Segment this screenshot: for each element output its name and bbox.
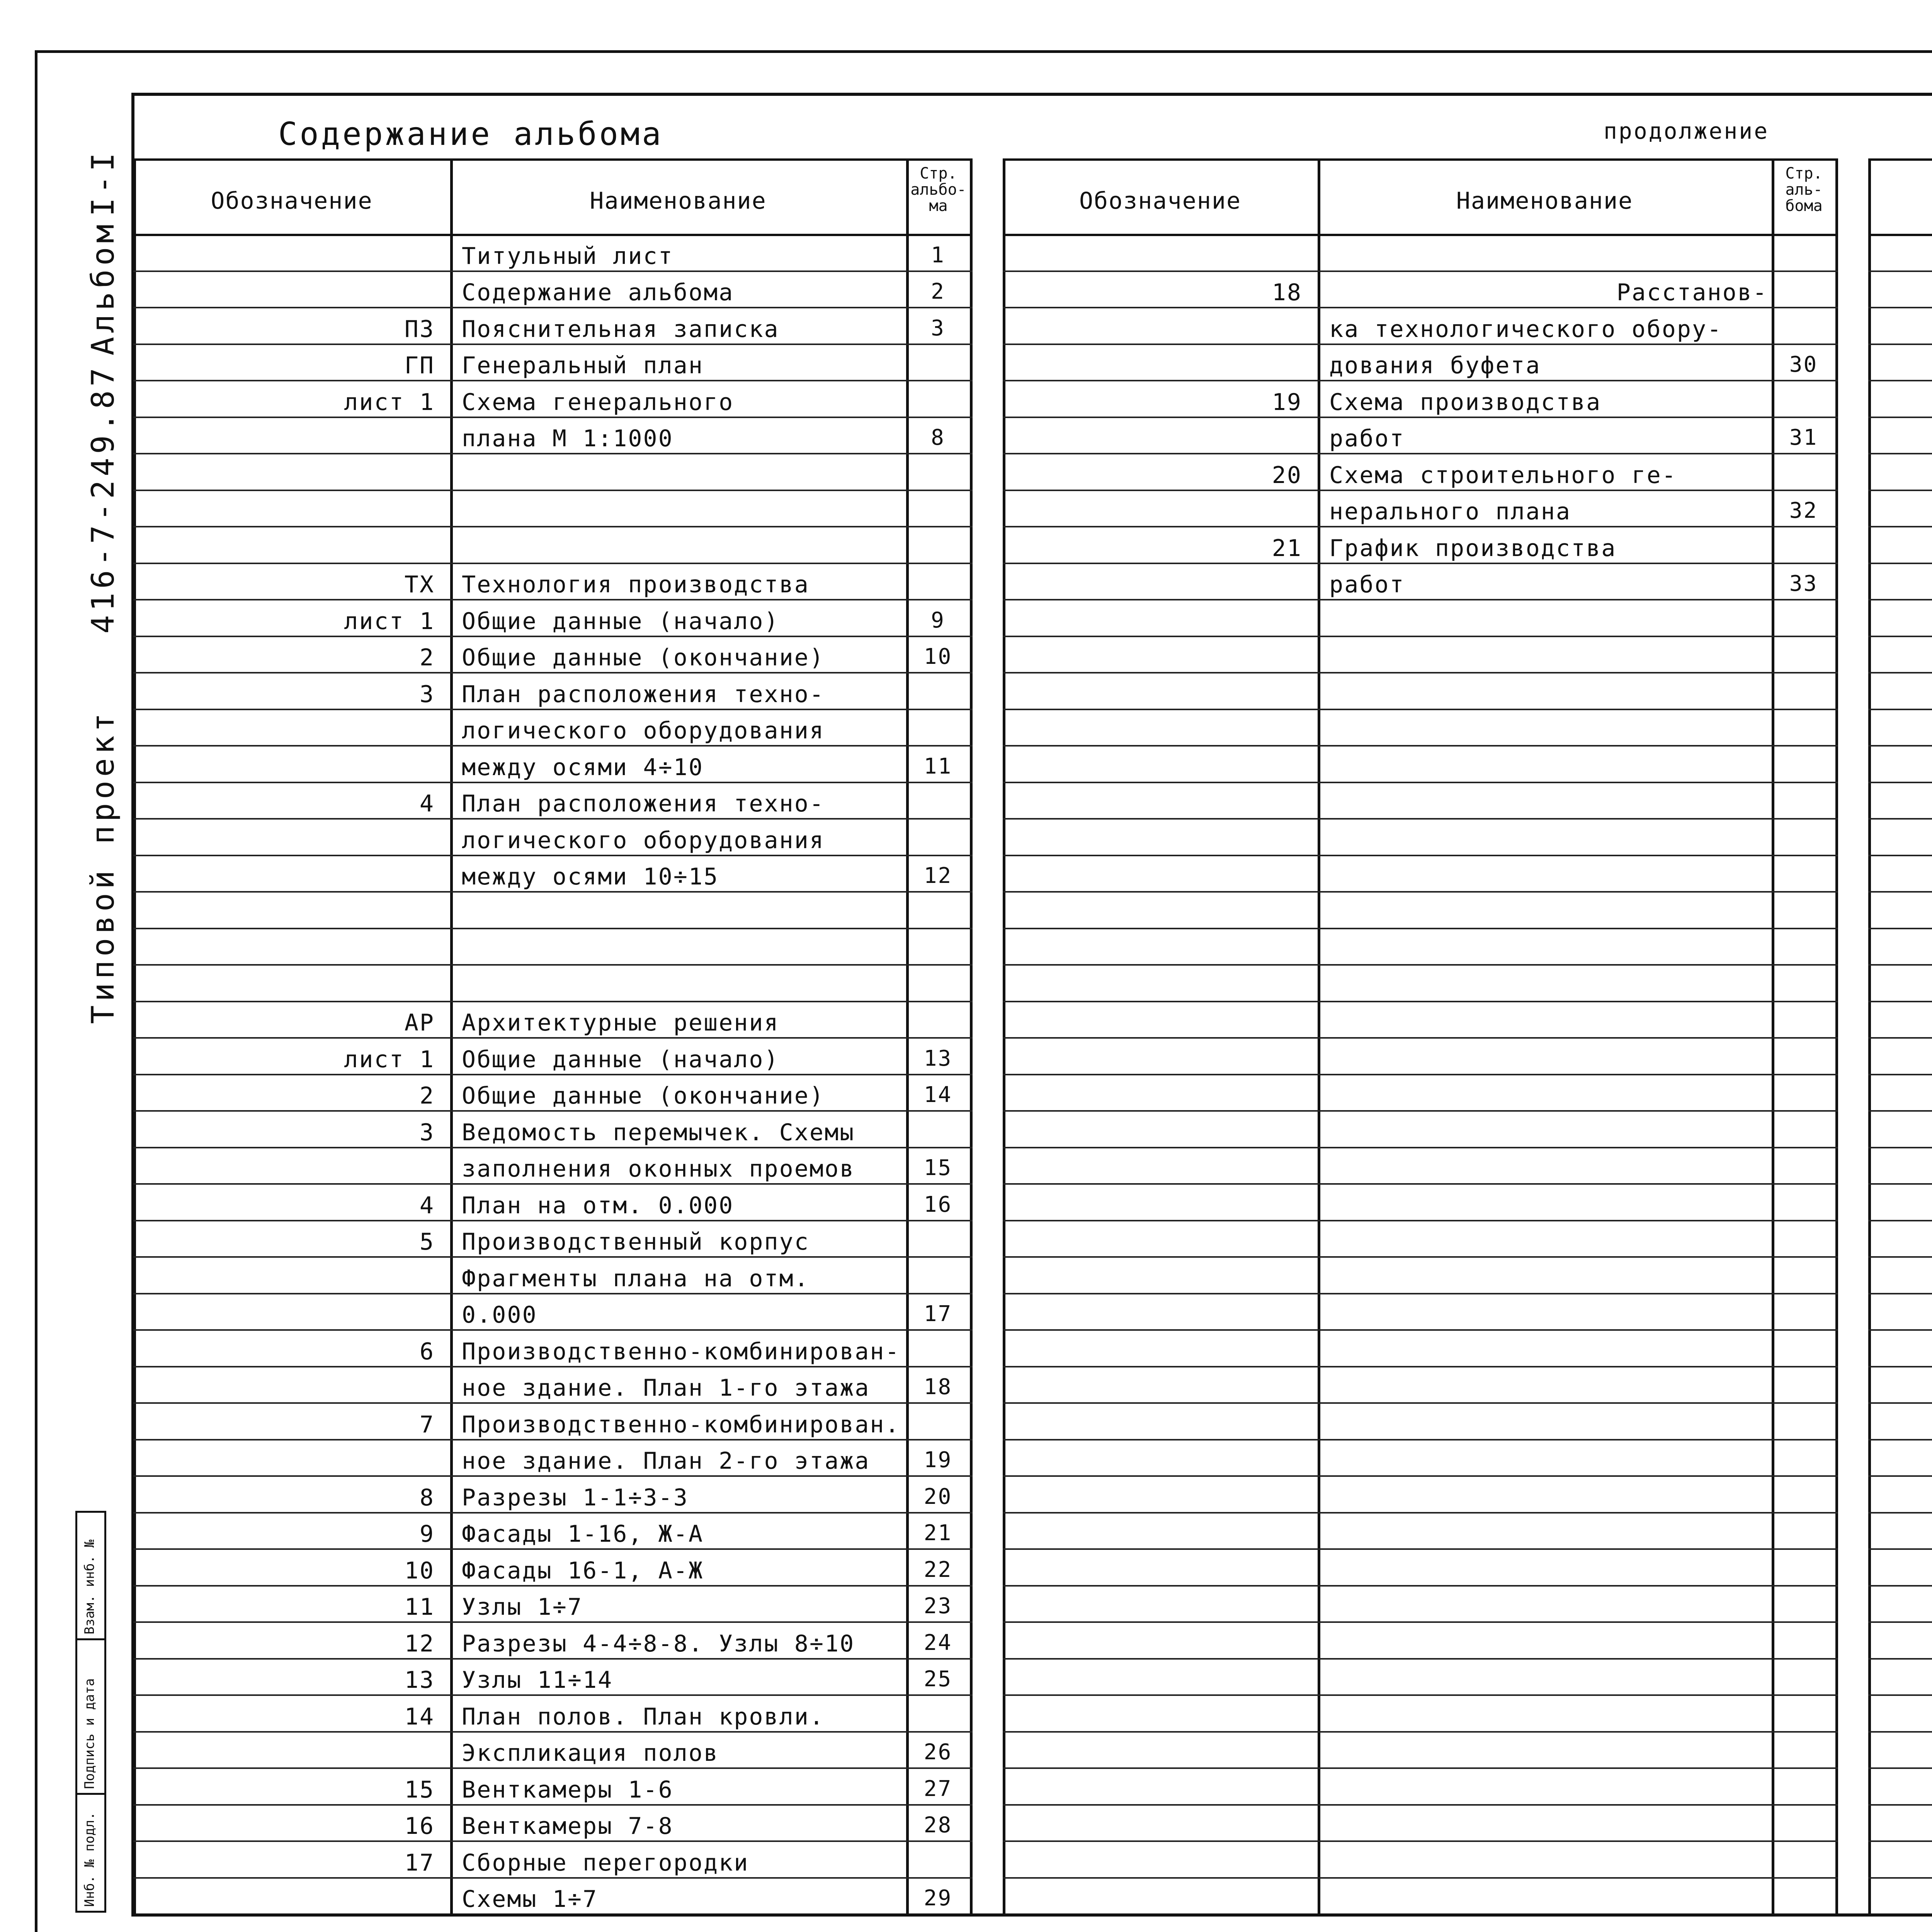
table-row [133, 526, 970, 563]
table3-row-line [1868, 417, 1932, 418]
row-designation: 3 [419, 1119, 435, 1146]
stamp-divider-2 [75, 1793, 106, 1795]
row-name: План полов. План кровли. [462, 1703, 825, 1730]
row-name: 0.000 [462, 1301, 537, 1328]
row-page: 24 [923, 1630, 952, 1655]
row-page: 20 [923, 1484, 952, 1509]
table2-row-line [1003, 1548, 1838, 1550]
table3-row-line [1868, 1329, 1932, 1331]
row-name: Схема генерального [462, 388, 734, 416]
row-designation: 10 [404, 1557, 435, 1584]
row-designation: 13 [404, 1667, 435, 1694]
row-designation: ПЗ [404, 315, 435, 343]
stamp-divider-1 [75, 1638, 106, 1640]
row-name: Фасады 16-1, А-Ж [462, 1557, 704, 1584]
table3-row-line [1868, 1804, 1932, 1806]
row-name: нерального плана [1329, 498, 1571, 525]
row-page: 12 [923, 863, 952, 888]
table3-row-line [1868, 782, 1932, 783]
table-row [133, 891, 970, 928]
row-page: 31 [1789, 425, 1818, 450]
row-name: Общие данные (окончание) [462, 1082, 825, 1109]
table3-row-line [1868, 1585, 1932, 1587]
table1-top-line [133, 158, 973, 161]
table1-header-page: Стр. альбо- ма [910, 165, 966, 215]
row-designation: 12 [404, 1630, 435, 1657]
row-page: 14 [923, 1082, 952, 1107]
table3-vline-0 [1868, 158, 1871, 1915]
stamp-label-2: Подпись и дата [82, 1678, 97, 1789]
table3-row-line [1868, 526, 1932, 527]
table2-row-line [1003, 1475, 1838, 1477]
table2-row-line [1003, 1293, 1838, 1294]
row-name: Экспликация полов [462, 1740, 719, 1767]
table2-header-designation: Обозначение [1079, 187, 1242, 214]
row-name: Ведомость перемычек. Схемы [462, 1119, 855, 1146]
table2-row-line [1003, 1147, 1838, 1148]
table2-row-line [1003, 1001, 1838, 1002]
table3-row-line [1868, 1037, 1932, 1039]
table2-row-line [1003, 1585, 1838, 1587]
table2-row-line [1003, 1658, 1838, 1660]
row-name: Венткамеры 7-8 [462, 1813, 673, 1840]
table3-row-line [1868, 1439, 1932, 1440]
row-designation: ГП [404, 352, 435, 379]
table3-row-line [1868, 745, 1932, 747]
row-designation: 17 [404, 1849, 435, 1876]
row-designation: 6 [419, 1338, 435, 1365]
row-designation: 2 [419, 1082, 435, 1109]
table3-row-line [1868, 380, 1932, 381]
table2-row-line [1003, 891, 1838, 893]
stamp-label-1: Взам. инб. № [82, 1539, 97, 1634]
table2-top-line [1003, 158, 1838, 161]
table1-header-name: Наименование [590, 187, 767, 214]
row-page: 10 [923, 644, 952, 669]
row-name: Пояснительная записка [462, 315, 779, 343]
row-name: Технология производства [462, 571, 810, 598]
row-name: План на отм. 0.000 [462, 1192, 734, 1219]
table3-row-line [1868, 1512, 1932, 1514]
table3-row-line [1868, 928, 1932, 929]
row-page: 27 [923, 1776, 952, 1801]
table2-vline-3 [1835, 158, 1838, 1915]
table2-row-line [1003, 1694, 1838, 1696]
table2-row-line [1003, 1329, 1838, 1331]
table3-header-line [1868, 234, 1932, 236]
side-album: Альбом [85, 221, 121, 355]
table3-row-line [1868, 1621, 1932, 1623]
table3-row-line [1868, 563, 1932, 564]
table2-row-line [1003, 1183, 1838, 1185]
table2-row-line [1003, 1366, 1838, 1367]
table3-row-line [1868, 490, 1932, 491]
row-name: плана М 1:1000 [462, 425, 673, 452]
row-name: Разрезы 1-1÷3-3 [462, 1484, 689, 1511]
row-name: Фасады 1-16, Ж-А [462, 1520, 704, 1548]
table2-row-line [1003, 1439, 1838, 1440]
side-project: Типовой проект [85, 709, 121, 1024]
table3-row-line [1868, 672, 1932, 673]
row-page: 23 [923, 1594, 952, 1619]
table-row [133, 964, 970, 1001]
row-page: 29 [923, 1886, 952, 1911]
table3-row-line [1868, 1658, 1932, 1660]
row-designation: 5 [419, 1228, 435, 1255]
row-name: между осями 10÷15 [462, 863, 719, 890]
row-page: 17 [923, 1301, 952, 1327]
table2-row-line [1003, 1512, 1838, 1514]
table2-row-line [1003, 1220, 1838, 1221]
row-page: 32 [1789, 498, 1818, 523]
row-designation: ТХ [404, 571, 435, 598]
row-page: 33 [1789, 571, 1818, 596]
table2-row-line [1003, 928, 1838, 929]
row-page: 8 [931, 425, 945, 450]
row-name: Производственно-комбинирован. [462, 1411, 900, 1438]
table2-row-line [1003, 672, 1838, 673]
table3-row-line [1868, 709, 1932, 710]
table3-row-line [1868, 1074, 1932, 1075]
row-name: работ [1329, 425, 1405, 452]
row-designation: 9 [419, 1520, 435, 1548]
table3-row-line [1868, 855, 1932, 856]
row-page: 26 [923, 1740, 952, 1765]
row-name: Схема производства [1329, 388, 1602, 416]
table1-header-designation: Обозначение [211, 187, 373, 214]
row-designation: 3 [419, 680, 435, 708]
table3-row-line [1868, 270, 1932, 272]
table-row [133, 453, 970, 490]
table2-row-line [1003, 964, 1838, 966]
table3-row-line [1868, 1366, 1932, 1367]
row-name: заполнения оконных проемов [462, 1155, 855, 1182]
row-name: ка технологического обору- [1329, 315, 1723, 343]
row-name: План расположения техно- [462, 790, 825, 817]
row-name: Архитектурные решения [462, 1009, 779, 1036]
table2-row-line [1003, 1256, 1838, 1258]
table-row [1003, 234, 1835, 270]
row-name: Сборные перегородки [462, 1849, 749, 1876]
row-designation: 16 [404, 1813, 435, 1840]
row-page: 30 [1789, 352, 1818, 377]
row-page: 1 [931, 242, 945, 268]
table2-row-line [1003, 1621, 1838, 1623]
row-designation: 21 [1272, 534, 1302, 562]
row-designation: лист 1 [344, 607, 435, 635]
row-page: 15 [923, 1155, 952, 1180]
table2-header-name: Наименование [1456, 187, 1633, 214]
table3-row-line [1868, 1877, 1932, 1879]
row-designation: 8 [419, 1484, 435, 1511]
table2-row-line [1003, 1877, 1838, 1879]
row-name: Схема строительного ге- [1329, 461, 1677, 489]
row-name: План расположения техно- [462, 680, 825, 708]
row-designation: лист 1 [344, 1046, 435, 1073]
row-designation: 2 [419, 644, 435, 671]
row-page: 16 [923, 1192, 952, 1217]
row-page: 3 [931, 315, 945, 341]
row-page: 13 [923, 1046, 952, 1071]
table2-row-line [1003, 599, 1838, 600]
stamp-label-3: Инб. № подл. [82, 1812, 97, 1907]
row-name: логического оборудования [462, 717, 825, 744]
row-name: ное здание. План 1-го этажа [462, 1374, 870, 1401]
table3-row-line [1868, 1183, 1932, 1185]
table3-row-line [1868, 1147, 1932, 1148]
table2-row-line [1003, 782, 1838, 783]
table3-row-line [1868, 1402, 1932, 1404]
row-page: 11 [923, 753, 952, 779]
row-name: Общие данные (начало) [462, 607, 779, 635]
table3-top-line [1868, 158, 1932, 161]
table2-row-line [1003, 1840, 1838, 1842]
table2-row-line [1003, 745, 1838, 747]
row-designation: 18 [1272, 279, 1302, 306]
side-project-code: 416-7-249.87 [85, 364, 121, 634]
row-name: Фрагменты плана на отм. [462, 1265, 810, 1292]
table3-row-line [1868, 636, 1932, 637]
side-album-no: I-I [85, 149, 121, 216]
row-name: дования буфета [1329, 352, 1541, 379]
row-designation: 14 [404, 1703, 435, 1730]
row-name: График производства [1329, 534, 1617, 562]
table3-row-line [1868, 599, 1932, 600]
table2-row-line [1003, 709, 1838, 710]
table-row [133, 928, 970, 964]
row-name: между осями 4÷10 [462, 753, 704, 781]
table3-row-line [1868, 818, 1932, 820]
table3-row-line [1868, 891, 1932, 893]
row-page: 19 [923, 1447, 952, 1473]
table-row [133, 490, 970, 526]
row-name: Производственно-комбинирован- [462, 1338, 900, 1365]
row-name: работ [1329, 571, 1405, 598]
table3-header-designation [1868, 187, 1932, 214]
table3-row-line [1868, 1293, 1932, 1294]
table3-row-line [1868, 1694, 1932, 1696]
row-page: 9 [931, 607, 945, 633]
table3-row-line [1868, 1840, 1932, 1842]
table2-header-page: Стр. аль- бома [1785, 165, 1823, 215]
table3-row-line [1868, 964, 1932, 966]
row-page: 18 [923, 1374, 952, 1400]
table3-row-line [1868, 1475, 1932, 1477]
table2-row-line [1003, 818, 1838, 820]
row-designation: 20 [1272, 461, 1302, 489]
row-name: Генеральный план [462, 352, 704, 379]
row-name: Производственный корпус [462, 1228, 810, 1255]
row-designation: 4 [419, 1192, 435, 1219]
row-name: Венткамеры 1-6 [462, 1776, 673, 1803]
table3-row-line [1868, 1110, 1932, 1112]
row-page: 2 [931, 279, 945, 304]
row-name: Схемы 1÷7 [462, 1886, 598, 1913]
row-name: Общие данные (окончание) [462, 644, 825, 671]
table2-title: продолжение [1604, 118, 1769, 144]
table2-row-line [1003, 1037, 1838, 1039]
table3-row-line [1868, 1220, 1932, 1221]
row-name: логического оборудования [462, 827, 825, 854]
table1-title: Содержание альбома [278, 116, 663, 153]
row-designation: АР [404, 1009, 435, 1036]
table3-row-line [1868, 1256, 1932, 1258]
table2-row-line [1003, 1804, 1838, 1806]
table3-row-line [1868, 1001, 1932, 1002]
row-name: ное здание. План 2-го этажа [462, 1447, 870, 1475]
row-name: Узлы 11÷14 [462, 1667, 613, 1694]
row-name: Общие данные (начало) [462, 1046, 779, 1073]
row-designation: 19 [1272, 388, 1302, 416]
row-page: 25 [923, 1667, 952, 1692]
row-designation: лист 1 [344, 388, 435, 416]
row-designation: 15 [404, 1776, 435, 1803]
row-page: 21 [923, 1520, 952, 1546]
table3-row-line [1868, 453, 1932, 454]
row-designation: 4 [419, 790, 435, 817]
table3-row-line [1868, 344, 1932, 345]
table2-row-line [1003, 1402, 1838, 1404]
table2-row-line [1003, 1110, 1838, 1112]
table3-row-line [1868, 307, 1932, 308]
row-name: Титульный лист [462, 242, 673, 270]
row-name: Расстанов- [1616, 279, 1768, 306]
row-name: Разрезы 4-4÷8-8. Узлы 8÷10 [462, 1630, 855, 1657]
table2-row-line [1003, 1767, 1838, 1769]
table2-row-line [1003, 1074, 1838, 1075]
table2-row-line [1003, 855, 1838, 856]
table3-row-line [1868, 1731, 1932, 1733]
row-name: Содержание альбома [462, 279, 734, 306]
table1-vline-3 [970, 158, 973, 1915]
table2-row-line [1003, 636, 1838, 637]
table3-row-line [1868, 1767, 1932, 1769]
table2-row-line [1003, 1731, 1838, 1733]
row-page: 28 [923, 1813, 952, 1838]
row-designation: 7 [419, 1411, 435, 1438]
row-page: 22 [923, 1557, 952, 1582]
row-designation: 11 [404, 1594, 435, 1621]
row-name: Узлы 1÷7 [462, 1594, 583, 1621]
table3-row-line [1868, 1548, 1932, 1550]
